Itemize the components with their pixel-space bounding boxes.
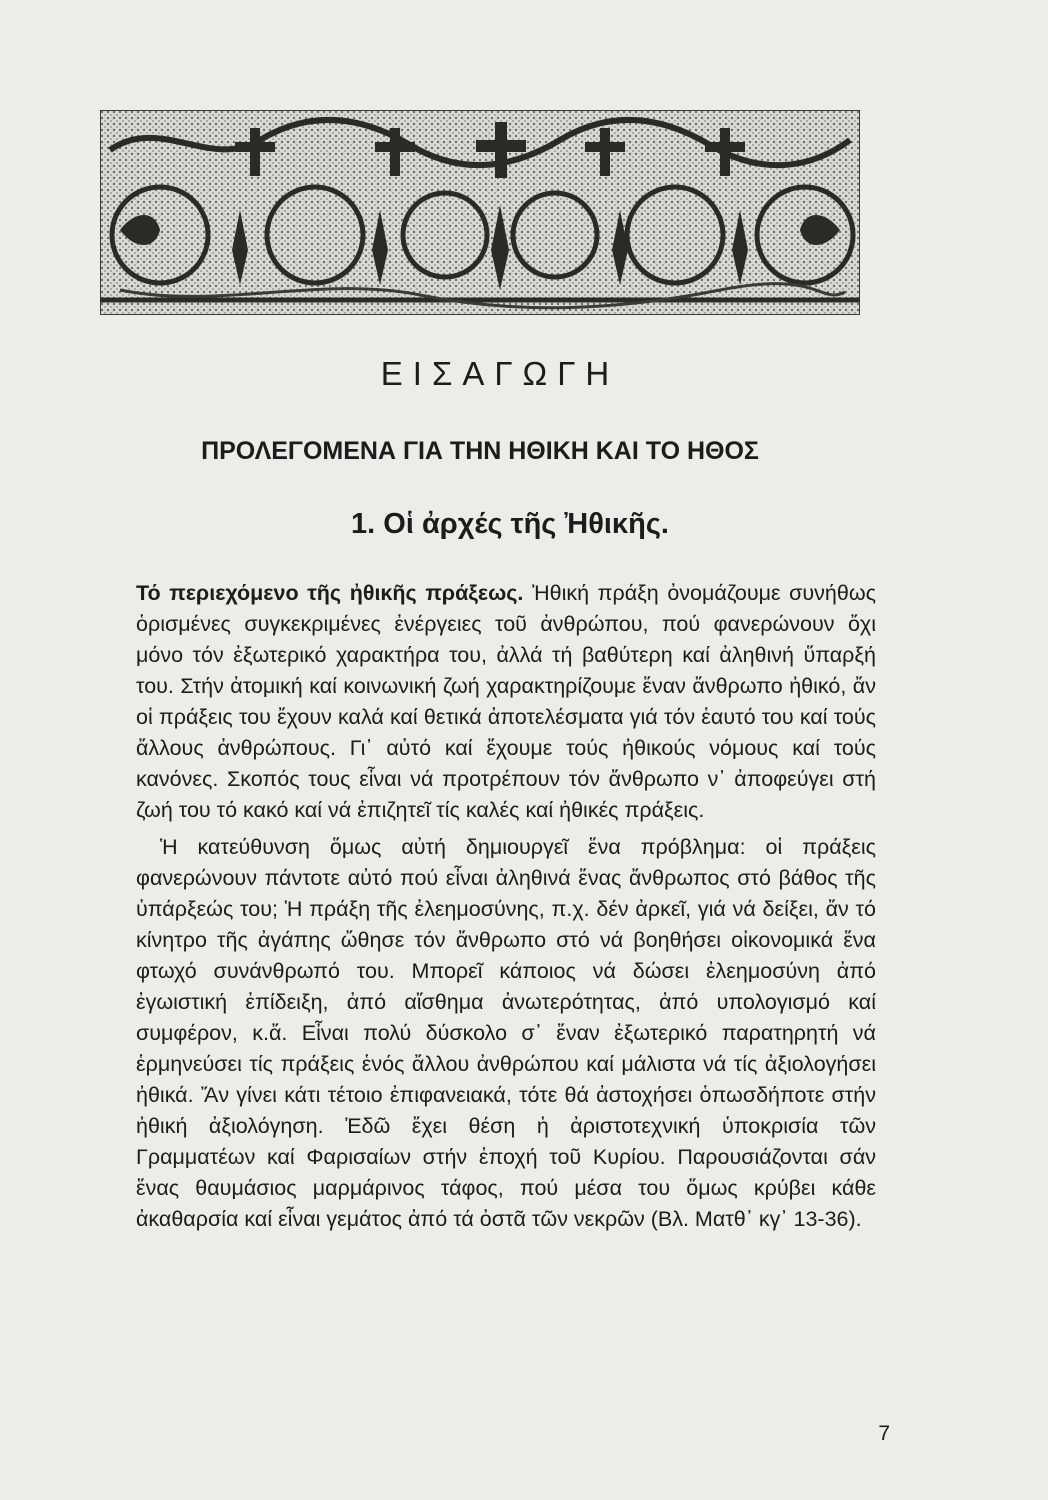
paragraph xyxy=(136,578,876,826)
body-text xyxy=(136,578,876,1241)
paragraph-text: Ἠθική πράξη ὀνομάζουμε συνήθως ὁρισμένες συγκεκριμένες ἐνέργειες τοῦ ἀνθρώπου, πού φανερώνουν ὄχι μόνο τόν ἐξωτερικό χαρακτήρα του, ἀλλά τή βαθύτερη καί ἀληθινή ὕπαρξή του. Στήν ἀτομική καί κοινωνική ζωή χαρακτηρίζουμε ἕναν ἄνθρωπο ἠθικό, ἄν οἱ πράξεις του ἔχουν καλά καί θετικά ἀποτελέσματα γιά τόν ἑαυτό του καί τούς ἄλλους ἀνθρώπους. Γι᾽ αὐτό καί ἔχουμε τούς ἠθικούς νόμους καί τούς κανόνες. Σκοπός τους εἶναι νά προτρέπουν τόν ἄνθρωπο ν᾽ ἀποφεύγει στή ζωή του τό κακό καί νά ἐπιζητεῖ τίς καλές καί ἠθικές πράξεις. xyxy=(136,581,876,822)
paragraph-lead-heading: Τό περιεχόμενο τῆς ἠθικῆς πράξεως. xyxy=(136,581,524,605)
paragraph xyxy=(136,832,876,1235)
page-number: 7 xyxy=(878,1422,890,1445)
section-title: ΠΡΟΛΕΓΟΜΕΝΑ ΓΙΑ ΤΗΝ ΗΘΙΚΗ ΚΑΙ ΤΟ ΗΘΟΣ xyxy=(201,437,759,465)
chapter-heading: ΕΙΣΑΓΩΓΗ xyxy=(380,355,620,392)
subsection-title: 1. Οἱ ἀρχές τῆς Ἠθικῆς. xyxy=(351,508,669,540)
decorative-headpiece-ornament xyxy=(100,110,860,315)
paragraph-text: Ἡ κατεύθυνση ὅμως αὐτή δημιουργεῖ ἕνα πρόβλημα: οἱ πράξεις φανερώνουν πάντοτε αὐτό πού εἶναι ἀληθινά ἕνας ἄνθρωπος στό βάθος τῆς ὑπάρξεώς του; Ἡ πράξη τῆς ἐλεημοσύνης, π.χ. δέν ἀρκεῖ, γιά νά δείξει, ἄν τό κίνητρο τῆς ἀγάπης ὤθησε τόν ἄνθρωπο στό νά βοηθήσει οἰκονομικά ἕνα φτωχό συνάνθρωπό του. Μπορεῖ κάποιος νά δώσει ἐλεημοσύνη ἀπό ἐγωιστική ἐπίδειξη, ἀπό αἴσθημα ἀνωτερότητας, ἀπό υπολογισμό καί συμφέρον, κ.ἄ. Εἶναι πολύ δύσκολο σ᾽ ἕναν ἐξωτερικό παρατηρητή νά ἑρμηνεύσει τίς πράξεις ἑνός ἄλλου ἀνθρώπου καί μάλιστα νά τίς ἀξιολογήσει ἠθικά. Ἄν γίνει κάτι τέτοιο ἐπιφανειακά, τότε θά ἀστοχήσει ὁπωσδήποτε στήν ἠθική ἀξιολόγηση. Ἐδῶ ἔχει θέση ἡ ἀριστοτεχνική ὑποκρισία τῶν Γραμματέων καί Φαρισαίων στήν ἐποχή τοῦ Κυρίου. Παρουσιάζονται σάν ἕνας θαυμάσιος μαρμάρινος τάφος, πού μέσα του ὅμως κρύβει κάθε ἀκαθαρσία καί εἶναι γεμάτος ἀπό τά ὀστᾶ τῶν νεκρῶν (Βλ. Ματθ᾽ κγ᾽ 13-36). xyxy=(136,835,876,1231)
